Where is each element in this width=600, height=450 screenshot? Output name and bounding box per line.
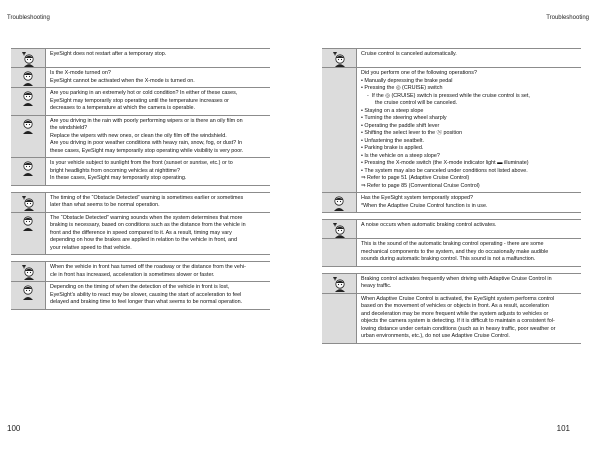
warning-face-icon [21,195,35,211]
text-line: cle in front has increased, acceleration is sometimes slower or faster. [50,271,215,278]
text-line: The timing of the “Obstacle Detected” warning is sometimes earlier or sometimes [50,194,244,201]
text-line: The “Obstacle Detected” warning sounds when the system determines that more [50,214,243,221]
text-line: EyeSight does not restart after a temporary stop. [50,51,167,57]
svg-text:!: ! [334,277,336,282]
icon-cell [11,193,46,212]
text-line: these cases, EyeSight may temporarily stop operating while visibility is very poor. [50,147,244,154]
text-line: braking is necessary, based on conditions such as the distance from the vehicle in [50,222,246,228]
text-line: the windshield? [50,125,88,131]
symptom-row [11,192,270,212]
text-line: EyeSight cannot be activated when the X-mode is turned on. [50,77,195,84]
text-line: decreases to a temperature at which the camera is operable. [50,105,196,111]
cause-text [357,68,581,192]
icon-cell [11,88,46,115]
warning-face-icon [332,222,346,238]
icon-cell [322,294,357,343]
svg-text:!: ! [334,52,336,57]
cause-row [322,192,581,213]
icon-cell [322,274,357,293]
text-line: • Is the vehicle on a steep slope? [361,153,577,161]
symptom-row [322,219,581,238]
text-line: • Pressing the ◎ (CRUISE) switch [361,85,577,93]
text-line: In these cases, EyeSight may temporarily stop operating. [50,175,187,181]
cause-text [46,213,270,255]
warning-face-icon [21,264,35,280]
text-line: Are you driving in the rain with poorly performing wipers or is there an oily film on [50,117,243,124]
cause-text [46,88,270,115]
text-line: • The system may also be canceled under conditions not listed above. [361,168,577,176]
cause-row [11,157,270,186]
symptom-row [322,273,581,293]
text-line: EyeSight may temporarily stop operating until the temperature increases or [50,97,229,104]
text-line: heavy traffic. [361,283,392,289]
text-line: later than what seems to be normal operation. [50,202,160,208]
check-face-icon [21,284,35,300]
text-line: delayed and braking time to feel longer than what seems to be normal operation. [50,299,243,305]
icon-cell [11,158,46,185]
text-line: Are you parking in an extremely hot or cold condition? In either of these cases, [50,90,238,96]
text-line: bright headlights from oncoming vehicles at nighttime? [50,167,181,174]
text-line: Are you driving in poor weather conditions with heavy rain, snow, fog, or dust? In [50,140,243,146]
svg-text:!: ! [23,196,25,201]
icon-cell [11,282,46,309]
text-line: • Manually depressing the brake pedal [361,78,577,86]
symptom-text [46,49,270,67]
left-page-table [11,48,270,310]
text-line: your relative speed to that vehicle. [50,244,132,251]
check-face-icon [21,160,35,176]
page-number-left: 100 [7,424,21,433]
check-face-icon [21,90,35,106]
text-line: EyeSight’s ability to react may be slower, causing the start of acceleration to feel [50,291,242,298]
cause-text [357,239,581,266]
symptom-text [357,220,581,238]
text-line: ⇒ Refer to page 51 (Adaptive Cruise Control) [361,175,577,183]
text-line: • Turning the steering wheel sharply [361,115,577,123]
text-line: This is the sound of the automatic braking control operating - there are some [361,241,544,247]
text-line: Has the EyeSight system temporarily stopped? [361,195,474,201]
cause-row [11,281,270,310]
text-line: When Adaptive Cruise Control is activated, the EyeSight system performs control [361,295,555,302]
symptom-text [46,193,270,212]
icon-cell [322,193,357,212]
text-line: mechanical components to the system, and they do occasionally make audible [361,248,549,255]
text-line: • Parking brake is applied. [361,145,577,153]
text-line: sounds during automatic braking control. This sound is not a malfunction. [361,256,536,262]
cause-text [46,116,270,158]
icon-cell [11,49,46,67]
text-line: Is the X-mode turned on? [50,70,111,76]
cause-row [11,67,270,87]
cause-text [46,68,270,87]
warning-face-icon [332,51,346,67]
symptom-text [46,262,270,281]
page-header-left: Troubleshooting [7,15,50,21]
check-face-icon [21,215,35,231]
text-line: ⇒ Refer to page 85 (Conventional Cruise Control) [361,183,577,191]
symptom-row [322,48,581,67]
cause-text [357,294,581,343]
page-number-right: 101 [556,424,570,433]
cause-text [357,193,581,212]
text-line: and deceleration may be more frequent while the system adjusts to vehicles or [361,310,549,317]
text-line: Braking control activates frequently when driving with Adaptive Cruise Control in [361,275,552,282]
text-line: *When the Adaptive Cruise Control function is in use. [361,202,488,209]
icon-cell [322,239,357,266]
icon-cell [11,116,46,158]
text-line: Replace the wipers with new ones, or clean the oily film off the windshield. [50,132,227,139]
warning-face-icon [21,51,35,67]
text-line: • Unfastening the seatbelt. [361,138,577,146]
text-line: • Shifting the select lever to the Ⓝ position [361,130,577,138]
cause-row [11,87,270,115]
text-line: Depending on the timing of when the detection of the vehicle in front is lost, [50,284,230,290]
warning-face-icon [332,276,346,292]
cause-text [46,282,270,309]
cause-row [322,67,581,192]
check-face-icon [21,70,35,86]
text-line: Cruise control is canceled automatically. [361,51,457,57]
text-line: depending on how the brakes are applied in relation to the vehicle in front, and [50,237,238,243]
text-line: When the vehicle in front has turned off the roadway or the distance from the vehi- [50,264,246,270]
icon-cell [322,220,357,238]
text-line: front and the difference in speed compared to it. As a result, timing may vary [50,229,232,236]
cause-row [11,212,270,256]
text-line: • Staying on a steep slope [361,108,577,116]
text-line: Did you perform one of the following operations? [361,70,477,76]
icon-cell [11,262,46,281]
cause-row [322,293,581,344]
svg-text:!: ! [23,52,25,57]
text-line: based on the movement of vehicles or objects in front. As a result, acceleration [361,303,549,309]
check-face-icon [332,195,346,211]
text-line: Is your vehicle subject to sunlight from the front (sunset or sunrise, etc.) or to [50,160,233,166]
icon-cell [322,68,357,192]
cause-text [46,158,270,185]
text-line: • Operating the paddle shift lever [361,123,577,131]
text-line: A noise occurs when automatic braking control activates. [361,222,497,228]
cause-row [11,115,270,158]
text-line: objects the camera system is detecting. If it is difficult to maintain a consistent fol- [361,318,555,324]
symptom-row [11,261,270,281]
symptom-row [11,48,270,67]
svg-text:!: ! [23,265,25,270]
cause-row [322,238,581,267]
symptom-text [357,274,581,293]
icon-cell [322,49,357,67]
right-page-table [322,48,581,344]
text-line: the cruise control will be canceled. [375,100,458,106]
text-line: • Pressing the X-mode switch (the X-mode indicator light ▬ illuminate) [361,160,577,168]
text-line: - If the ◎ (CRUISE) switch is pressed while the cruise control is set, [361,93,577,101]
check-face-icon [21,118,35,134]
icon-cell [11,213,46,255]
svg-text:!: ! [334,223,336,228]
text-line: urban environments, etc.), do not use Adaptive Cruise Control. [361,333,510,339]
symptom-text [357,49,581,67]
text-line: lowing distance under certain conditions (such as in heavy traffic, poor weather or [361,325,556,332]
icon-cell [11,68,46,87]
page-header-right: Troubleshooting [546,15,589,21]
